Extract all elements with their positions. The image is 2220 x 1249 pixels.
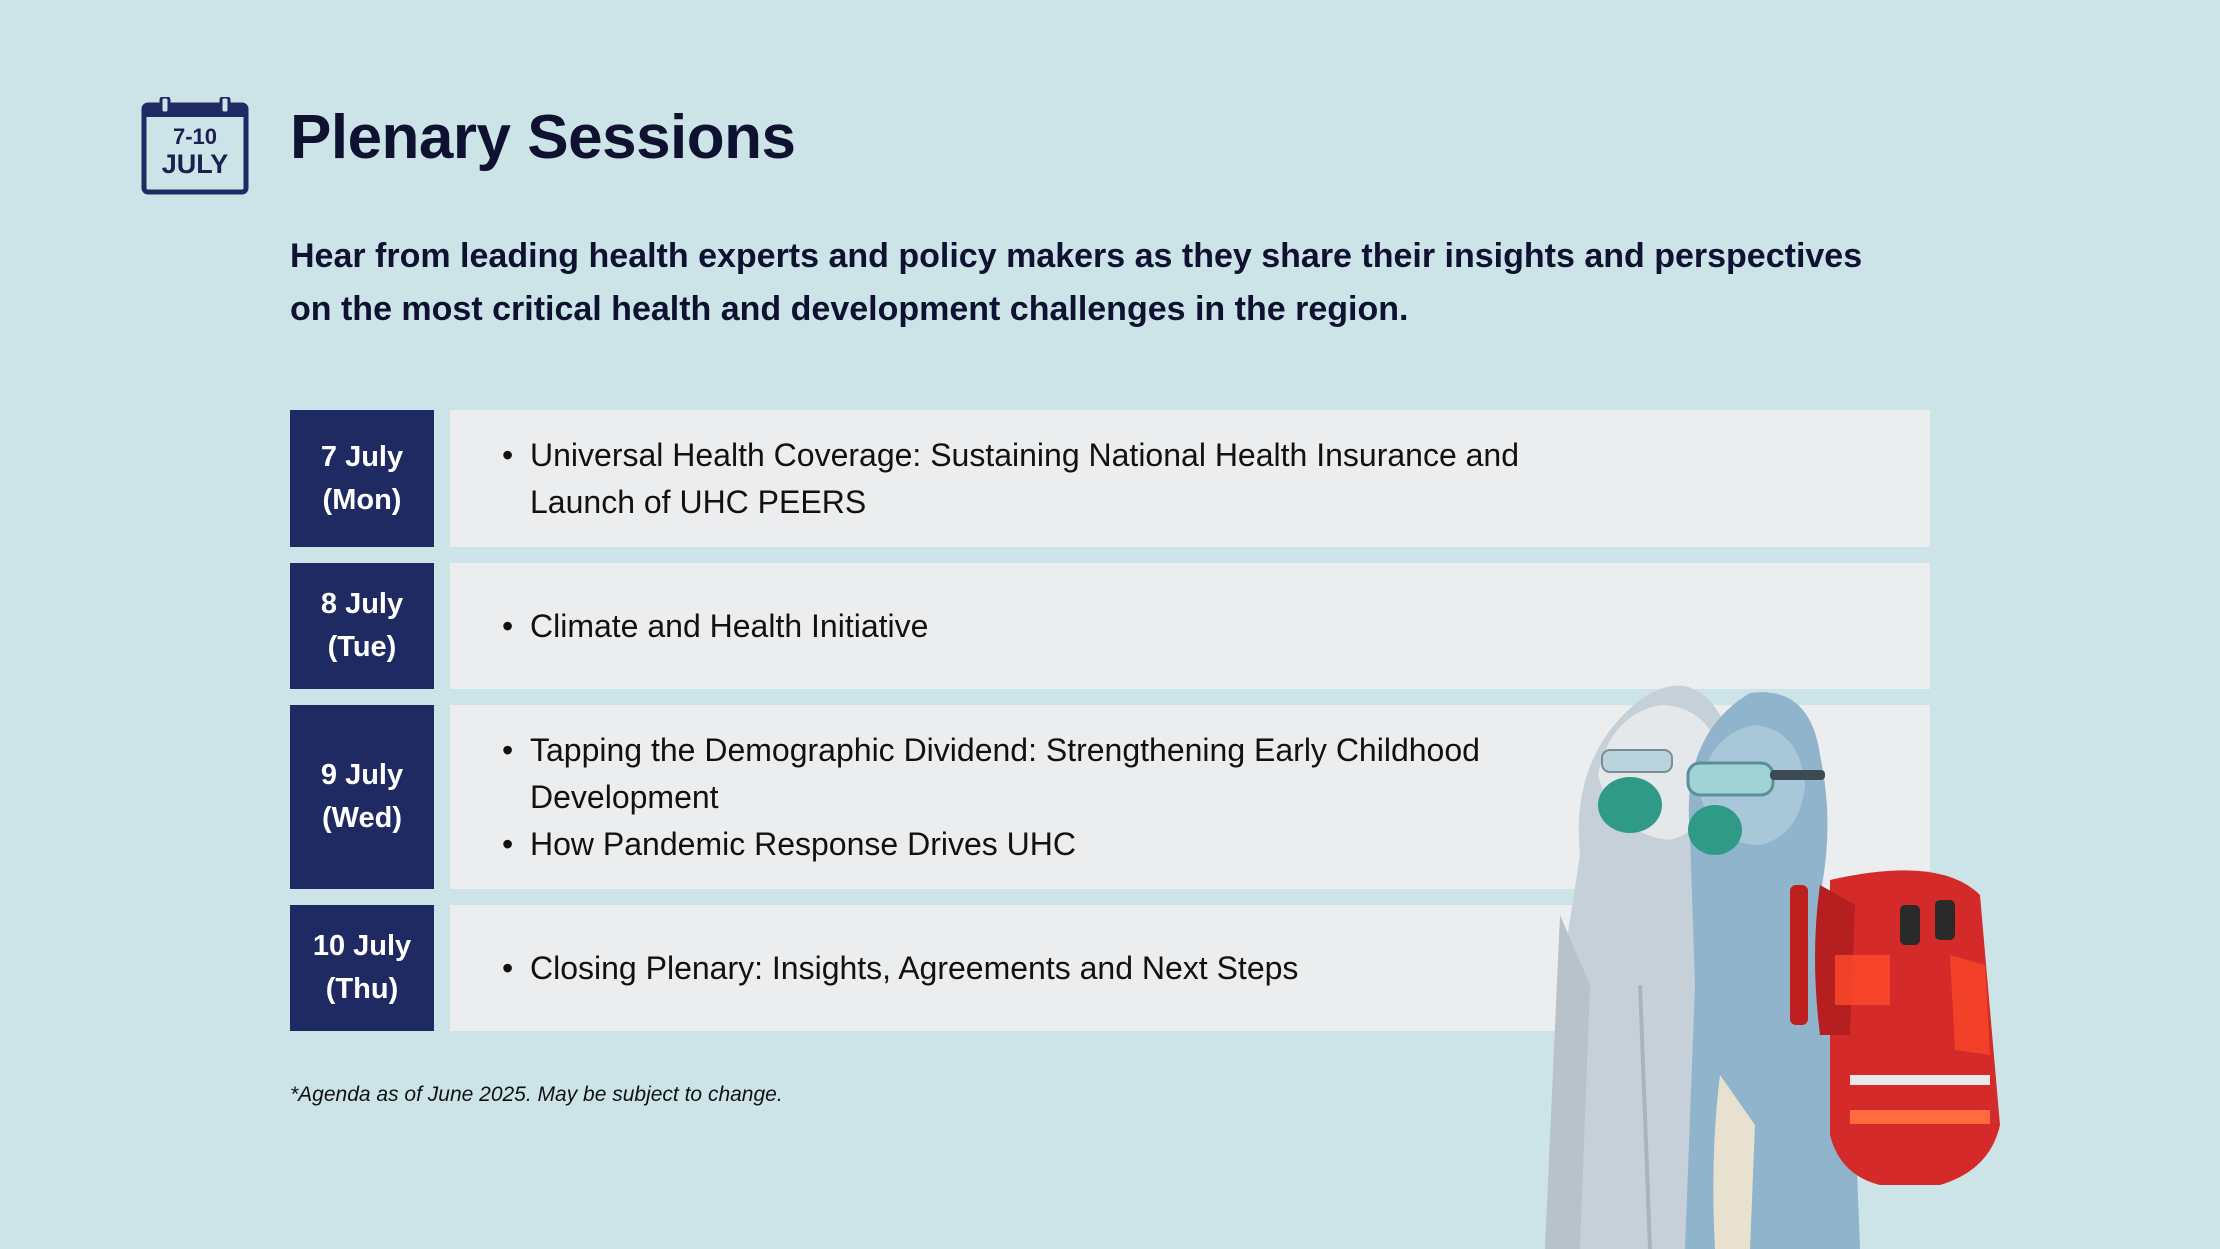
session-topic: • Closing Plenary: Insights, Agreements and Next Steps — [502, 945, 1550, 992]
session-date — [290, 563, 434, 689]
session-topics — [450, 410, 1930, 547]
subtitle-line-1: Hear from leading health experts and policy makers as they share their insights and perspectives — [290, 237, 1863, 275]
session-day: 8 July — [320, 588, 404, 620]
session-date — [290, 905, 434, 1031]
page-title: Plenary Sessions — [290, 103, 796, 172]
session-topic: • How Pandemic Response Drives UHC — [502, 821, 1550, 868]
calendar-badge-month: JULY — [161, 149, 229, 179]
agenda-footnote: *Agenda as of June 2025. May be subject to change. — [290, 1083, 783, 1106]
session-date — [290, 410, 434, 547]
session-topic: • Universal Health Coverage: Sustaining National Health Insurance and Launch of UHC PEERS — [502, 432, 1550, 526]
session-weekday: (Mon) — [322, 483, 402, 516]
session-row — [290, 410, 1930, 547]
page-subtitle — [290, 230, 1950, 336]
session-topic: • Tapping the Demographic Dividend: Strengthening Early Childhood Development — [502, 727, 1550, 821]
session-topic: • Climate and Health Initiative — [502, 603, 1550, 650]
calendar-badge — [141, 126, 249, 178]
subtitle-line-2: on the most critical health and development challenges in the region. — [290, 290, 1409, 328]
health-workers-photo — [1520, 655, 2120, 1249]
session-weekday: (Thu) — [325, 973, 399, 1005]
session-day: 9 July — [320, 759, 404, 791]
session-date — [290, 705, 434, 889]
session-day: 10 July — [312, 930, 412, 962]
calendar-badge-dates: 7-10 — [172, 124, 218, 149]
session-weekday: (Wed) — [321, 802, 402, 834]
session-weekday: (Tue) — [327, 631, 397, 663]
session-day: 7 July — [320, 440, 404, 473]
